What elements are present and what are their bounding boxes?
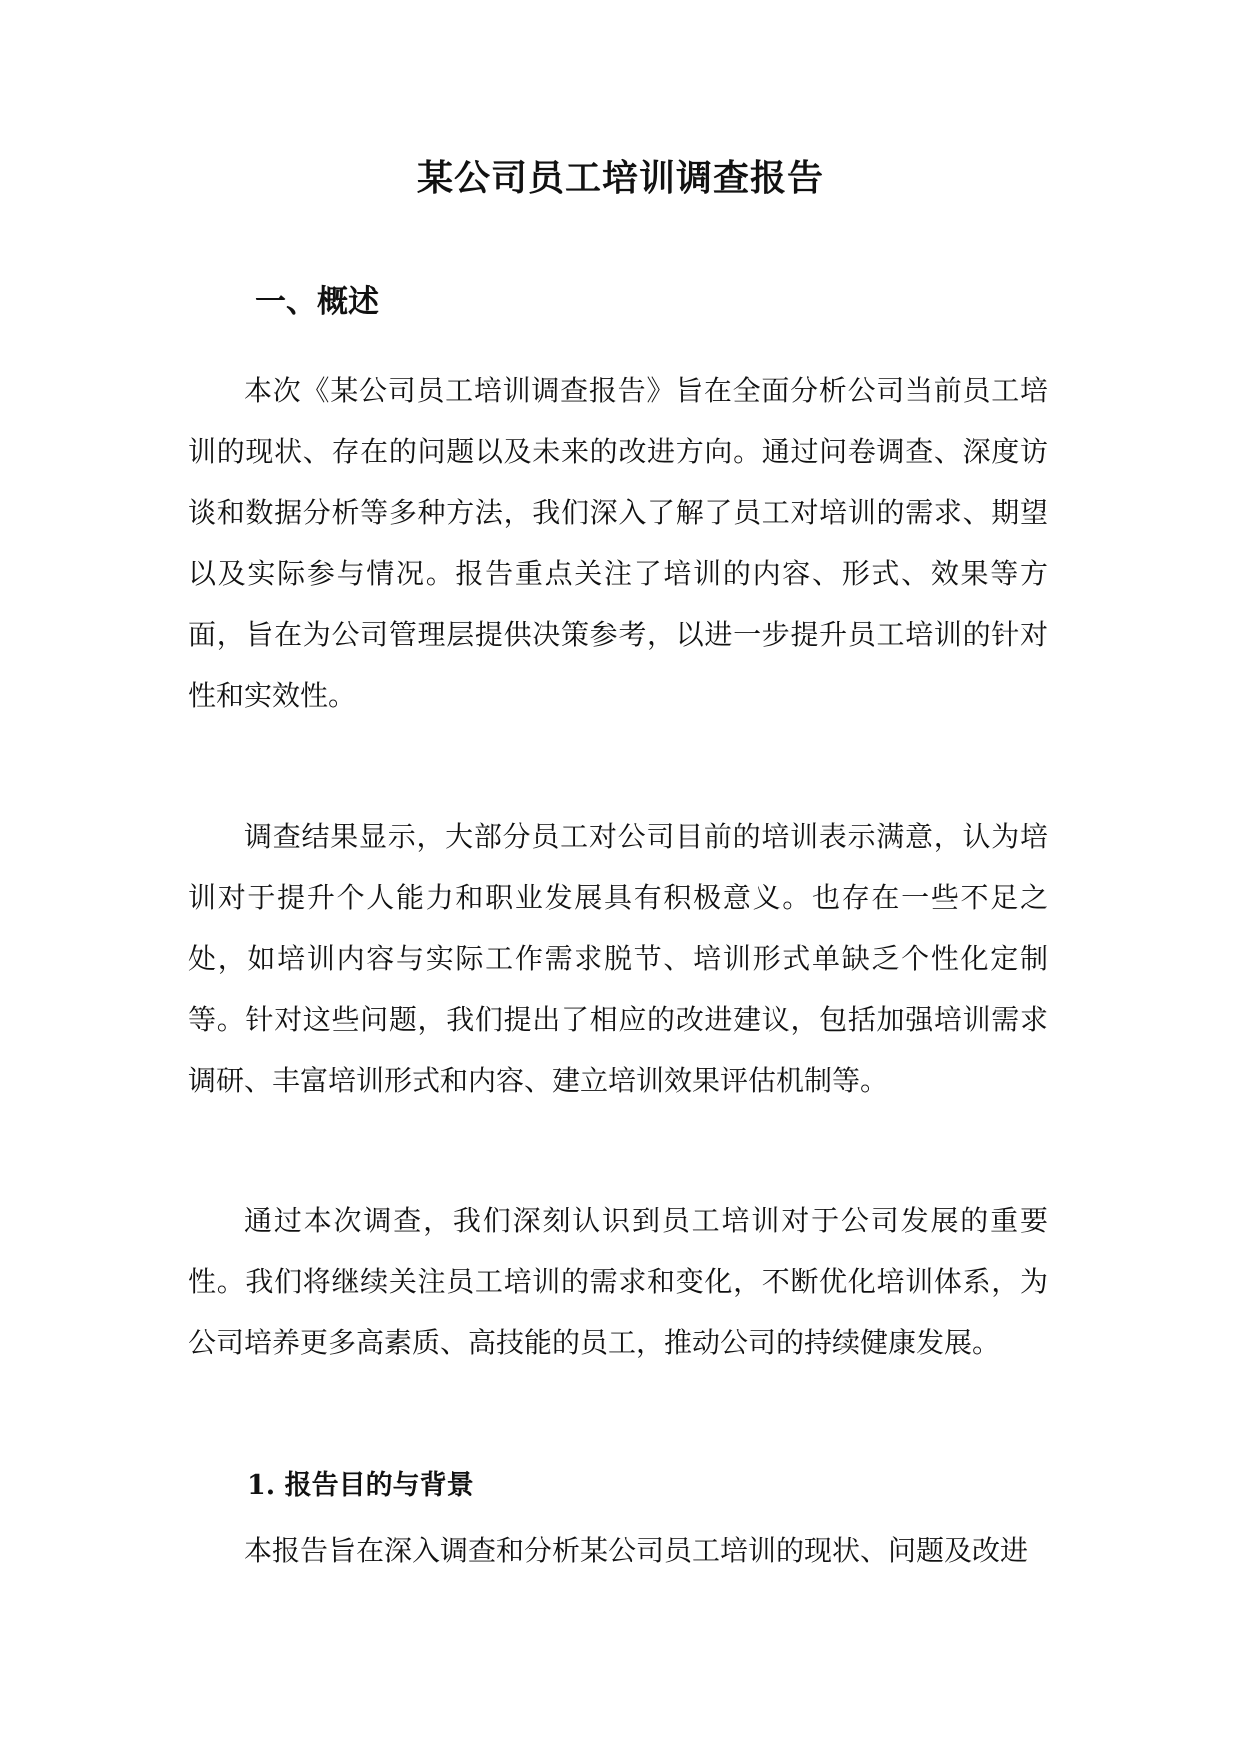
subsection-heading: 1. 报告目的与背景 <box>247 1470 474 1501</box>
paragraph: 本次《某公司员工培训调查报告》旨在全面分析公司当前员工培训的现状、存在的问题以及未来的改进方向。通过问卷调查、深度访谈和数据分析等多种方法，我们深入了解了员工对培训的需求、期望以及实际参与情况。报告重点关注了培训的内容、形式、效果等方面，旨在为公司管理层提供决策参考，以进一步提升员工培训的针对性和实效性。 <box>188 374 1048 712</box>
paragraph: 调查结果显示，大部分员工对公司目前的培训表示满意，认为培训对于提升个人能力和职业发展具有积极意义。也存在一些不足之处，如培训内容与实际工作需求脱节、培训形式单缺乏个性化定制等。针对这些问题，我们提出了相应的改进建议，包括加强培训需求调研、丰富培训形式和内容、建立培训效果评估机制等。 <box>188 820 1048 1097</box>
paragraph: 通过本次调查，我们深刻认识到员工培训对于公司发展的重要性。我们将继续关注员工培训的需求和变化，不断优化培训体系，为公司培养更多高素质、高技能的员工，推动公司的持续健康发展。 <box>188 1204 1048 1359</box>
section-heading-overview: 一、概述 <box>255 284 379 320</box>
document-title: 某公司员工培训调查报告 <box>416 157 824 199</box>
paragraph: 本报告旨在深入调查和分析某公司员工培训的现状、问题及改进 <box>244 1534 1029 1567</box>
